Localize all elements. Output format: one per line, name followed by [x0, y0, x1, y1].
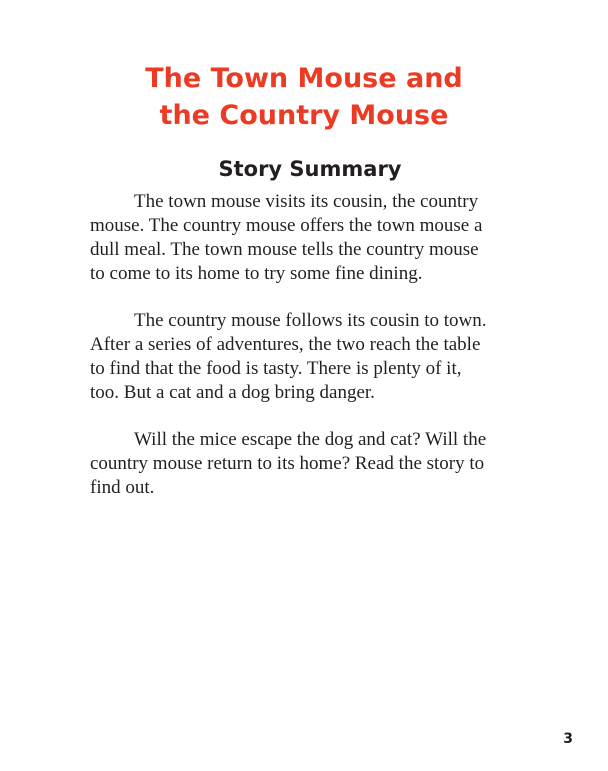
summary-paragraph-2 [90, 309, 535, 405]
paragraph-line: to come to its home to try some fine dining. [90, 263, 423, 284]
paragraph-line: too. But a cat and a dog bring danger. [90, 382, 375, 403]
paragraph-line: find out. [90, 477, 155, 498]
summary-paragraph-3 [90, 428, 535, 500]
story-title-line-1: The Town Mouse and [145, 63, 463, 94]
paragraph-line: mouse. The country mouse offers the town mouse a [90, 215, 483, 236]
paragraph-line: After a series of adventures, the two reach the table [90, 334, 481, 355]
section-heading: Story Summary [218, 157, 402, 181]
paragraph-line: country mouse return to its home? Read the story to [90, 453, 485, 474]
story-title [0, 60, 608, 134]
paragraph-line: dull meal. The town mouse tells the country mouse [90, 239, 479, 260]
summary-paragraph-1 [90, 190, 535, 286]
paragraph-line: The town mouse visits its cousin, the country [134, 191, 479, 212]
paragraph-line: Will the mice escape the dog and cat? Will the [134, 429, 487, 450]
paragraph-line: The country mouse follows its cousin to town. [134, 310, 487, 331]
page-number: 3 [563, 731, 573, 747]
paragraph-line: to find that the food is tasty. There is plenty of it, [90, 358, 462, 379]
story-title-line-2: the Country Mouse [159, 100, 449, 131]
